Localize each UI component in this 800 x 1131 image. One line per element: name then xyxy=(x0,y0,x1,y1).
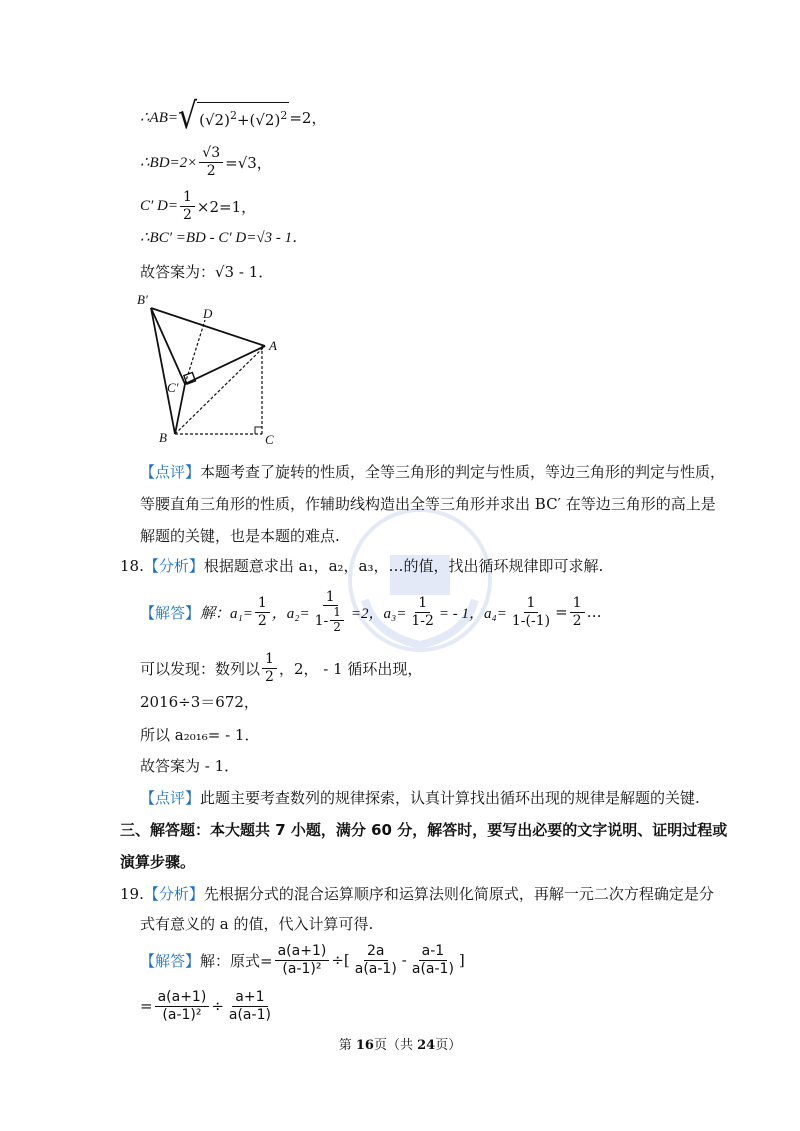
q19-solution-line2: = $\frac{a(a+1)}{\text{(a-1)²}}$ ÷ $\frac{a+1}{a(a-1)}$ xyxy=(140,989,271,1023)
svg-text:C′: C′ xyxy=(167,380,179,395)
svg-text:D: D xyxy=(203,306,213,321)
section3-heading-line2: 演算步骤。 xyxy=(120,853,196,871)
q18-comment: 【点评】此题主要考查数列的规律探索，认真计算找出循环出现的规律是解题的关键. xyxy=(140,789,700,807)
q17-answer: 故答案为：√3 - 1． xyxy=(140,263,274,281)
q18-answer: 故答案为 - 1． xyxy=(140,757,240,775)
svg-text:B: B xyxy=(159,430,167,445)
q19-analysis-line1: 19.【分析】先根据分式的混合运算顺序和运算法则化简原式，再解一元二次方程确定是分 xyxy=(120,885,714,903)
q19-solution-line1: 【解答】 解：原式= $\frac{a(a+1)}{\text{(a-1)²}}$ ÷[ $\frac{2a}{a(a-1)}$ - $\frac{a-1}{a(a-1)}$ ] xyxy=(140,943,465,977)
q17-comment-line2: 等腰直角三角形的性质，作辅助线构造出全等三角形并求出 BC′ 在等边三角形的高上是 xyxy=(140,495,716,513)
q19-analysis-line2: 式有意义的 a 的值，代入计算可得. xyxy=(140,915,374,933)
q18-solution-line: 【解答】 解：a₁= $\frac{1}{2}$ ，a₂= 1 1- $\frac{1}{2}$ =2，a₃= $\frac{1}{1-2}$ = - 1，a₄= $\frac{1}{1-(-1)}$ = $\frac{1}{2}$ … xyxy=(140,589,602,635)
proof-bc-line: ∴BC′ =BD - C′ D=√3 - 1． xyxy=(140,230,308,246)
cd-fraction: $\frac{1}{2}$ xyxy=(180,189,195,222)
bd-fraction: $\frac{√3}{2}$ xyxy=(199,145,223,178)
ab-sqrt: √ $(√2)^2+(√2)^2$ xyxy=(178,95,288,138)
q17-comment-line3: 解题的关键，也是本题的难点. xyxy=(140,527,340,545)
q18-analysis: 18.【分析】根据题意求出 a₁，a₂，a₃，…的值，找出循环规律即可求解. xyxy=(120,557,604,575)
section3-heading-line1: 三、解答题：本大题共 7 小题，满分 60 分，解答时，要写出必要的文字说明、证明过程或 xyxy=(120,821,728,839)
page-footer: 第 16页（共 24页） xyxy=(338,1038,462,1053)
proof-ab-line: ∴AB= √ $(√2)^2+(√2)^2$ =2， xyxy=(140,95,327,138)
svg-text:C: C xyxy=(265,432,274,447)
proof-bd-line: ∴BD=2× $\frac{√3}{2}$ =√3， xyxy=(140,145,272,179)
page-total: 24 xyxy=(417,1038,436,1053)
geometry-figure xyxy=(135,288,285,448)
q17-comment-line1: 【点评】本题考查了旋转的性质，全等三角形的判定与性质，等边三角形的判定与性质， xyxy=(140,463,726,481)
q18-found-line: 可以发现：数列以 $\frac{1}{2}$ ，2， - 1 循环出现， xyxy=(140,651,423,685)
q18-div-line: 2016÷3＝672， xyxy=(140,693,259,711)
q18-so-line: 所以 a₂₀₁₆= - 1． xyxy=(140,726,260,744)
svg-text:B′: B′ xyxy=(137,292,148,307)
svg-text:A: A xyxy=(269,338,277,353)
page-number: 16 xyxy=(355,1038,374,1053)
comment-tag: 【点评】 xyxy=(140,463,201,481)
proof-cd-line: C′ D= $\frac{1}{2}$ ×2=1， xyxy=(140,189,257,223)
